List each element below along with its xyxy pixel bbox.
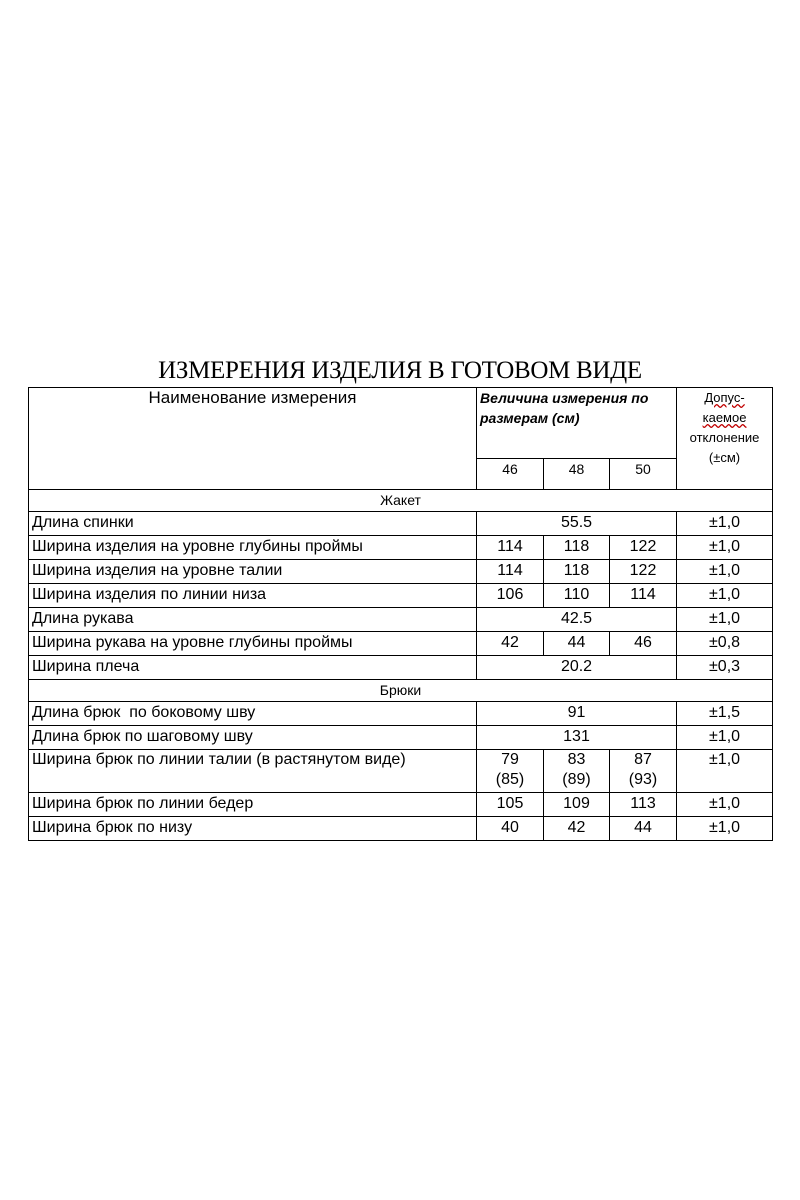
row-value-main: 79 — [501, 751, 519, 768]
row-tolerance: ±1,5 — [677, 702, 773, 726]
row-value-50: 122 — [610, 560, 677, 584]
row-name: Ширина плеча — [29, 656, 477, 680]
row-tolerance: ±1,0 — [677, 726, 773, 750]
row-value-stretched: (85) — [495, 771, 525, 788]
row-value-50: 114 — [610, 584, 677, 608]
row-value-46: 42 — [477, 632, 544, 656]
header-size-46: 46 — [477, 459, 544, 490]
row-tolerance: ±1,0 — [677, 608, 773, 632]
table-row — [29, 726, 773, 750]
table-row — [29, 584, 773, 608]
row-value-48: 109 — [544, 793, 610, 817]
row-name: Длина рукава — [29, 608, 477, 632]
row-value: 131 — [477, 726, 677, 750]
header-value: Величина измерения по размерам (см) — [477, 388, 677, 459]
row-value-46 — [477, 750, 544, 793]
table-row — [29, 512, 773, 536]
row-tolerance: ±0,3 — [677, 656, 773, 680]
measurements-table — [28, 387, 773, 841]
table-row — [29, 656, 773, 680]
row-value-48: 110 — [544, 584, 610, 608]
row-value: 42.5 — [477, 608, 677, 632]
row-value-main: 87 — [634, 751, 652, 768]
section-title: Брюки — [29, 680, 773, 702]
row-value: 91 — [477, 702, 677, 726]
row-tolerance: ±1,0 — [677, 560, 773, 584]
header-tolerance-line2: каемое — [702, 410, 747, 425]
row-value-stretched: (93) — [628, 771, 658, 788]
row-value-46: 105 — [477, 793, 544, 817]
table-row — [29, 702, 773, 726]
row-name: Ширина брюк по линии бедер — [29, 793, 477, 817]
row-tolerance: ±1,0 — [677, 817, 773, 841]
table-row — [29, 608, 773, 632]
row-name: Ширина рукава на уровне глубины проймы — [29, 632, 477, 656]
row-tolerance: ±1,0 — [677, 536, 773, 560]
row-name: Ширина брюк по низу — [29, 817, 477, 841]
row-name: Ширина изделия на уровне талии — [29, 560, 477, 584]
row-value-48: 118 — [544, 560, 610, 584]
row-value-46: 114 — [477, 536, 544, 560]
header-name: Наименование измерения — [29, 388, 477, 490]
row-tolerance: ±1,0 — [677, 584, 773, 608]
row-name: Ширина изделия по линии низа — [29, 584, 477, 608]
row-value-48: 44 — [544, 632, 610, 656]
row-value-50: 44 — [610, 817, 677, 841]
section-title: Жакет — [29, 490, 773, 512]
row-value-48: 42 — [544, 817, 610, 841]
table-row — [29, 750, 773, 793]
row-value-50 — [610, 750, 677, 793]
row-value-46: 40 — [477, 817, 544, 841]
row-value-stretched: (89) — [562, 771, 591, 788]
row-name: Длина брюк по шаговому шву — [29, 726, 477, 750]
table-row — [29, 817, 773, 841]
header-tolerance-line1: Допус- — [704, 390, 745, 405]
header-size-48: 48 — [544, 459, 610, 490]
row-value: 20.2 — [477, 656, 677, 680]
row-tolerance: ±1,0 — [677, 793, 773, 817]
row-value-48: 118 — [544, 536, 610, 560]
row-value-main: 83 — [567, 751, 586, 768]
header-tolerance-line3: отклонение — [689, 430, 760, 445]
header-tolerance-line4: (±см) — [708, 450, 741, 465]
row-value-46: 106 — [477, 584, 544, 608]
row-name: Длина брюк по боковому шву — [29, 702, 477, 726]
table-row — [29, 632, 773, 656]
row-name: Длина спинки — [29, 512, 477, 536]
row-tolerance: ±1,0 — [677, 750, 773, 793]
row-tolerance: ±0,8 — [677, 632, 773, 656]
table-row — [29, 793, 773, 817]
row-value-50: 122 — [610, 536, 677, 560]
row-value-50: 113 — [610, 793, 677, 817]
page-title: ИЗМЕРЕНИЯ ИЗДЕЛИЯ В ГОТОВОМ ВИДЕ — [158, 357, 642, 384]
row-name: Ширина брюк по линии талии (в растянутом виде) — [29, 750, 477, 793]
table-row — [29, 560, 773, 584]
row-name: Ширина изделия на уровне глубины проймы — [29, 536, 477, 560]
row-tolerance: ±1,0 — [677, 512, 773, 536]
row-value-50: 46 — [610, 632, 677, 656]
row-value: 55.5 — [477, 512, 677, 536]
header-size-50: 50 — [610, 459, 677, 490]
row-value-48 — [544, 750, 610, 793]
table-row — [29, 536, 773, 560]
header-tolerance — [677, 388, 773, 490]
row-value-46: 114 — [477, 560, 544, 584]
